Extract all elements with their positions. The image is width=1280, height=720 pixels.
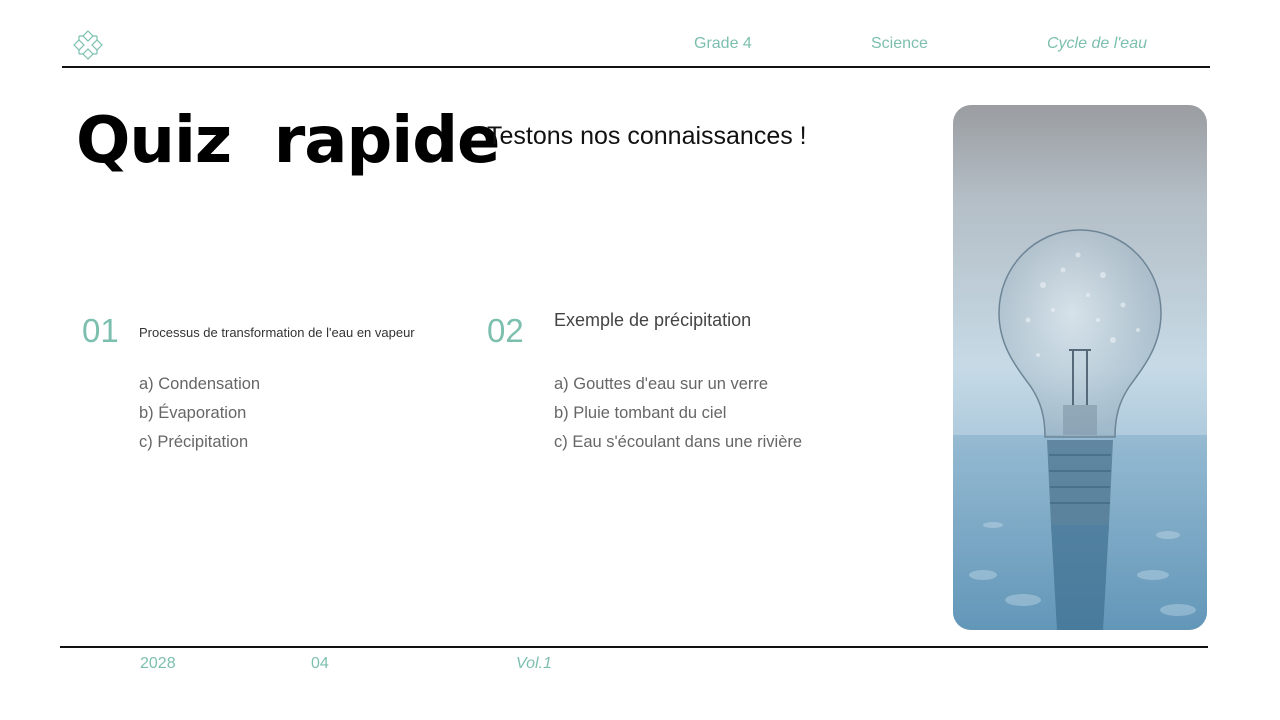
header-topic: Cycle de l'eau — [1047, 35, 1147, 52]
question-text-2: Exemple de précipitation — [554, 310, 752, 330]
question-number-2: 02 — [487, 312, 524, 349]
logo-icon — [72, 29, 104, 61]
lightbulb-water-icon — [953, 105, 1207, 630]
page-subtitle: Testons nos connaissances ! — [487, 122, 807, 150]
option-item: a) Gouttes d'eau sur un verre — [554, 375, 769, 393]
question-options-2 — [554, 374, 802, 461]
question-options-1 — [139, 374, 260, 461]
option-item: c) Précipitation — [139, 433, 249, 451]
header-subject: Science — [871, 35, 928, 52]
footer-month: 04 — [311, 655, 329, 672]
footer-year: 2028 — [140, 655, 176, 672]
header-grade: Grade 4 — [694, 35, 752, 52]
header-divider — [62, 66, 1210, 68]
footer-divider — [60, 646, 1208, 648]
option-item: b) Évaporation — [139, 404, 247, 422]
option-item: c) Eau s'écoulant dans une rivière — [554, 433, 803, 451]
question-text-1: Processus de transformation de l'eau en vapeur — [139, 325, 415, 340]
option-item: b) Pluie tombant du ciel — [554, 404, 727, 422]
option-item: a) Condensation — [139, 375, 261, 393]
footer-volume: Vol.1 — [516, 655, 552, 672]
lightbulb-photo — [953, 105, 1207, 630]
page-title: Quiz rapide — [76, 104, 500, 178]
question-number-1: 01 — [82, 312, 119, 349]
